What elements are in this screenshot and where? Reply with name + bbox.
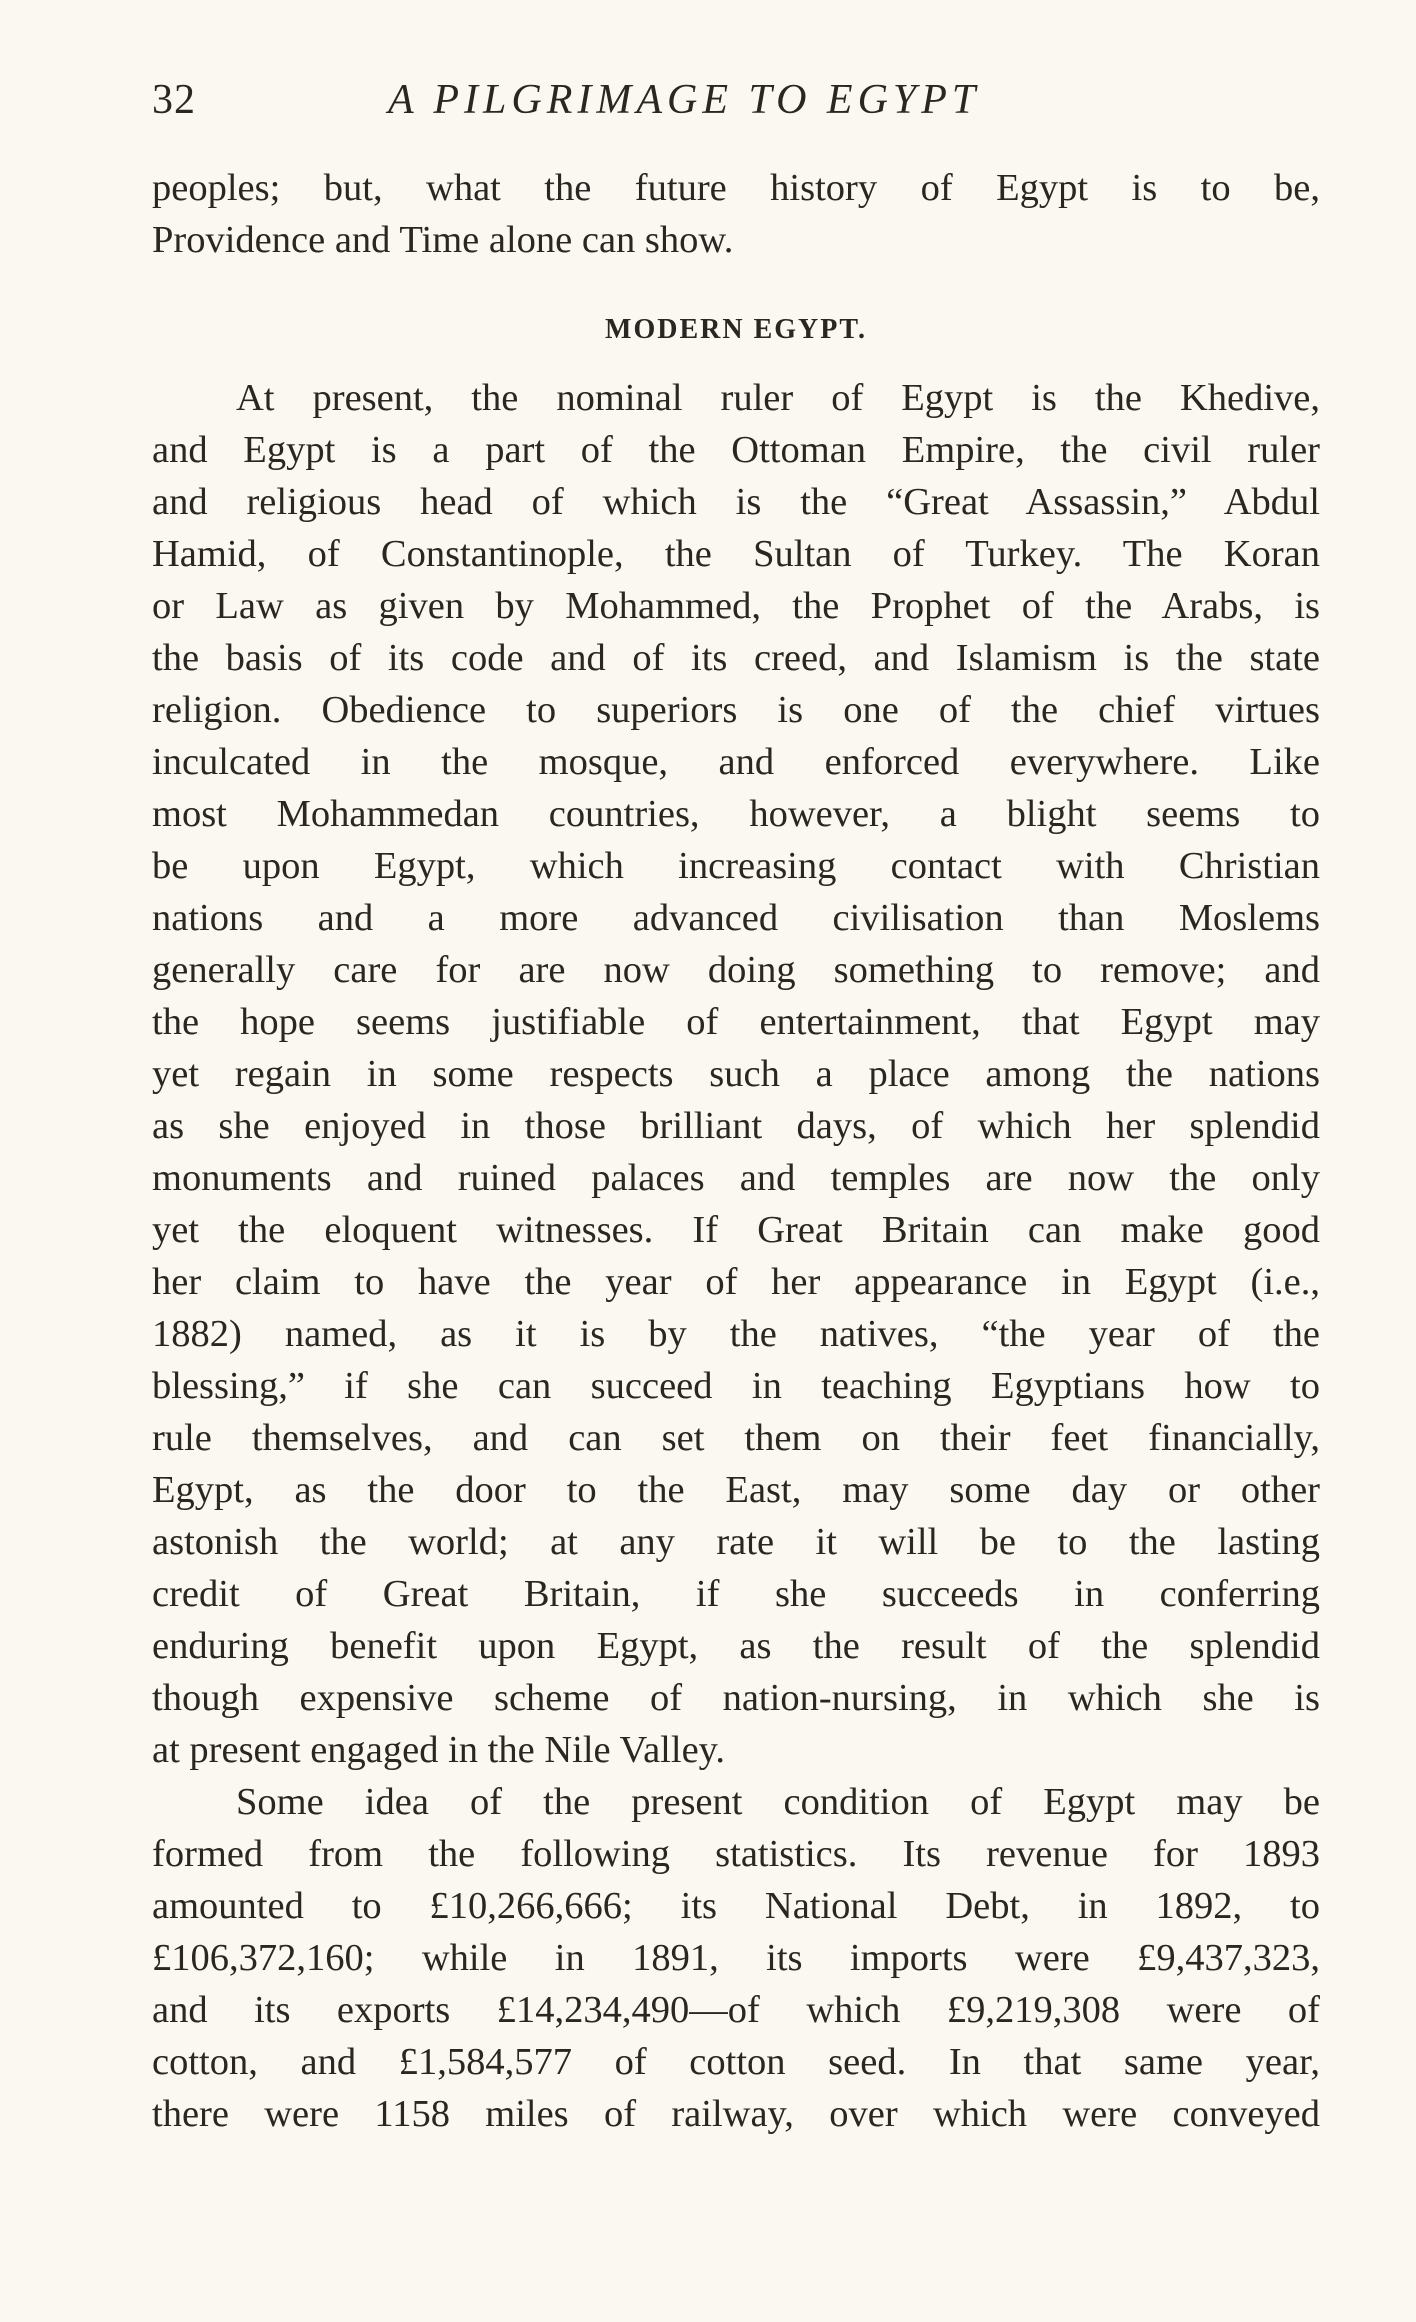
- text-line: her claim to have the year of her appearance in Egypt (i.e.,: [152, 1261, 1320, 1303]
- text-line: and religious head of which is the “Great Assassin,” Abdul: [152, 481, 1320, 523]
- text-line: cotton, and £1,584,577 of cotton seed. In that same year,: [152, 2041, 1320, 2083]
- paragraph-continued: [152, 162, 1320, 266]
- text-line: yet regain in some respects such a place among the nations: [152, 1053, 1320, 1095]
- paragraph-statistics: [152, 1776, 1320, 2140]
- text-line: the hope seems justifiable of entertainment, that Egypt may: [152, 1001, 1320, 1043]
- text-line: blessing,” if she can succeed in teaching Egyptians how to: [152, 1365, 1320, 1407]
- text-line: Some idea of the present condition of Egypt may be: [236, 1781, 1320, 1823]
- text-line: Hamid, of Constantinople, the Sultan of Turkey. The Koran: [152, 533, 1320, 575]
- text-line: credit of Great Britain, if she succeeds in conferring: [152, 1573, 1320, 1615]
- text-line: rule themselves, and can set them on their feet financially,: [152, 1417, 1320, 1459]
- body-text: [152, 162, 1320, 2140]
- page-number: 32: [152, 77, 196, 123]
- text-line: monuments and ruined palaces and temples are now the only: [152, 1157, 1320, 1199]
- text-line: At present, the nominal ruler of Egypt is the Khedive,: [236, 377, 1320, 419]
- text-line: formed from the following statistics. Its revenue for 1893: [152, 1833, 1320, 1875]
- text-line: most Mohammedan countries, however, a blight seems to: [152, 793, 1320, 835]
- text-line: Providence and Time alone can show.: [152, 219, 734, 261]
- text-line: and Egypt is a part of the Ottoman Empire, the civil ruler: [152, 429, 1320, 471]
- paragraph-modern-egypt: [152, 372, 1320, 1776]
- text-line: inculcated in the mosque, and enforced everywhere. Like: [152, 741, 1320, 783]
- section-heading: MODERN EGYPT.: [605, 314, 867, 345]
- text-line: Egypt, as the door to the East, may some day or other: [152, 1469, 1320, 1511]
- text-line: amounted to £10,266,666; its National Debt, in 1892, to: [152, 1885, 1320, 1927]
- text-line: though expensive scheme of nation-nursing, in which she is: [152, 1677, 1320, 1719]
- text-line: generally care for are now doing something to remove; and: [152, 949, 1320, 991]
- text-line: religion. Obedience to superiors is one of the chief virtues: [152, 689, 1320, 731]
- text-line: enduring benefit upon Egypt, as the result of the splendid: [152, 1625, 1320, 1667]
- text-line: be upon Egypt, which increasing contact with Christian: [152, 845, 1320, 887]
- text-line: peoples; but, what the future history of Egypt is to be,: [152, 167, 1320, 209]
- text-line: astonish the world; at any rate it will be to the lasting: [152, 1521, 1320, 1563]
- text-line: as she enjoyed in those brilliant days, of which her splendid: [152, 1105, 1320, 1147]
- text-line: and its exports £14,234,490—of which £9,219,308 were of: [152, 1989, 1320, 2031]
- running-head: [152, 76, 1320, 136]
- text-line: there were 1158 miles of railway, over which were conveyed: [152, 2093, 1320, 2135]
- text-line: yet the eloquent witnesses. If Great Britain can make good: [152, 1209, 1320, 1251]
- text-line: 1882) named, as it is by the natives, “the year of the: [152, 1313, 1320, 1355]
- text-line: £106,372,160; while in 1891, its imports were £9,437,323,: [152, 1937, 1320, 1979]
- book-page: [152, 0, 1320, 2322]
- running-head-title: A PILGRIMAGE TO EGYPT: [388, 77, 981, 123]
- text-line: nations and a more advanced civilisation than Moslems: [152, 897, 1320, 939]
- text-line: the basis of its code and of its creed, and Islamism is the state: [152, 637, 1320, 679]
- text-line: at present engaged in the Nile Valley.: [152, 1729, 726, 1771]
- text-line: or Law as given by Mohammed, the Prophet of the Arabs, is: [152, 585, 1320, 627]
